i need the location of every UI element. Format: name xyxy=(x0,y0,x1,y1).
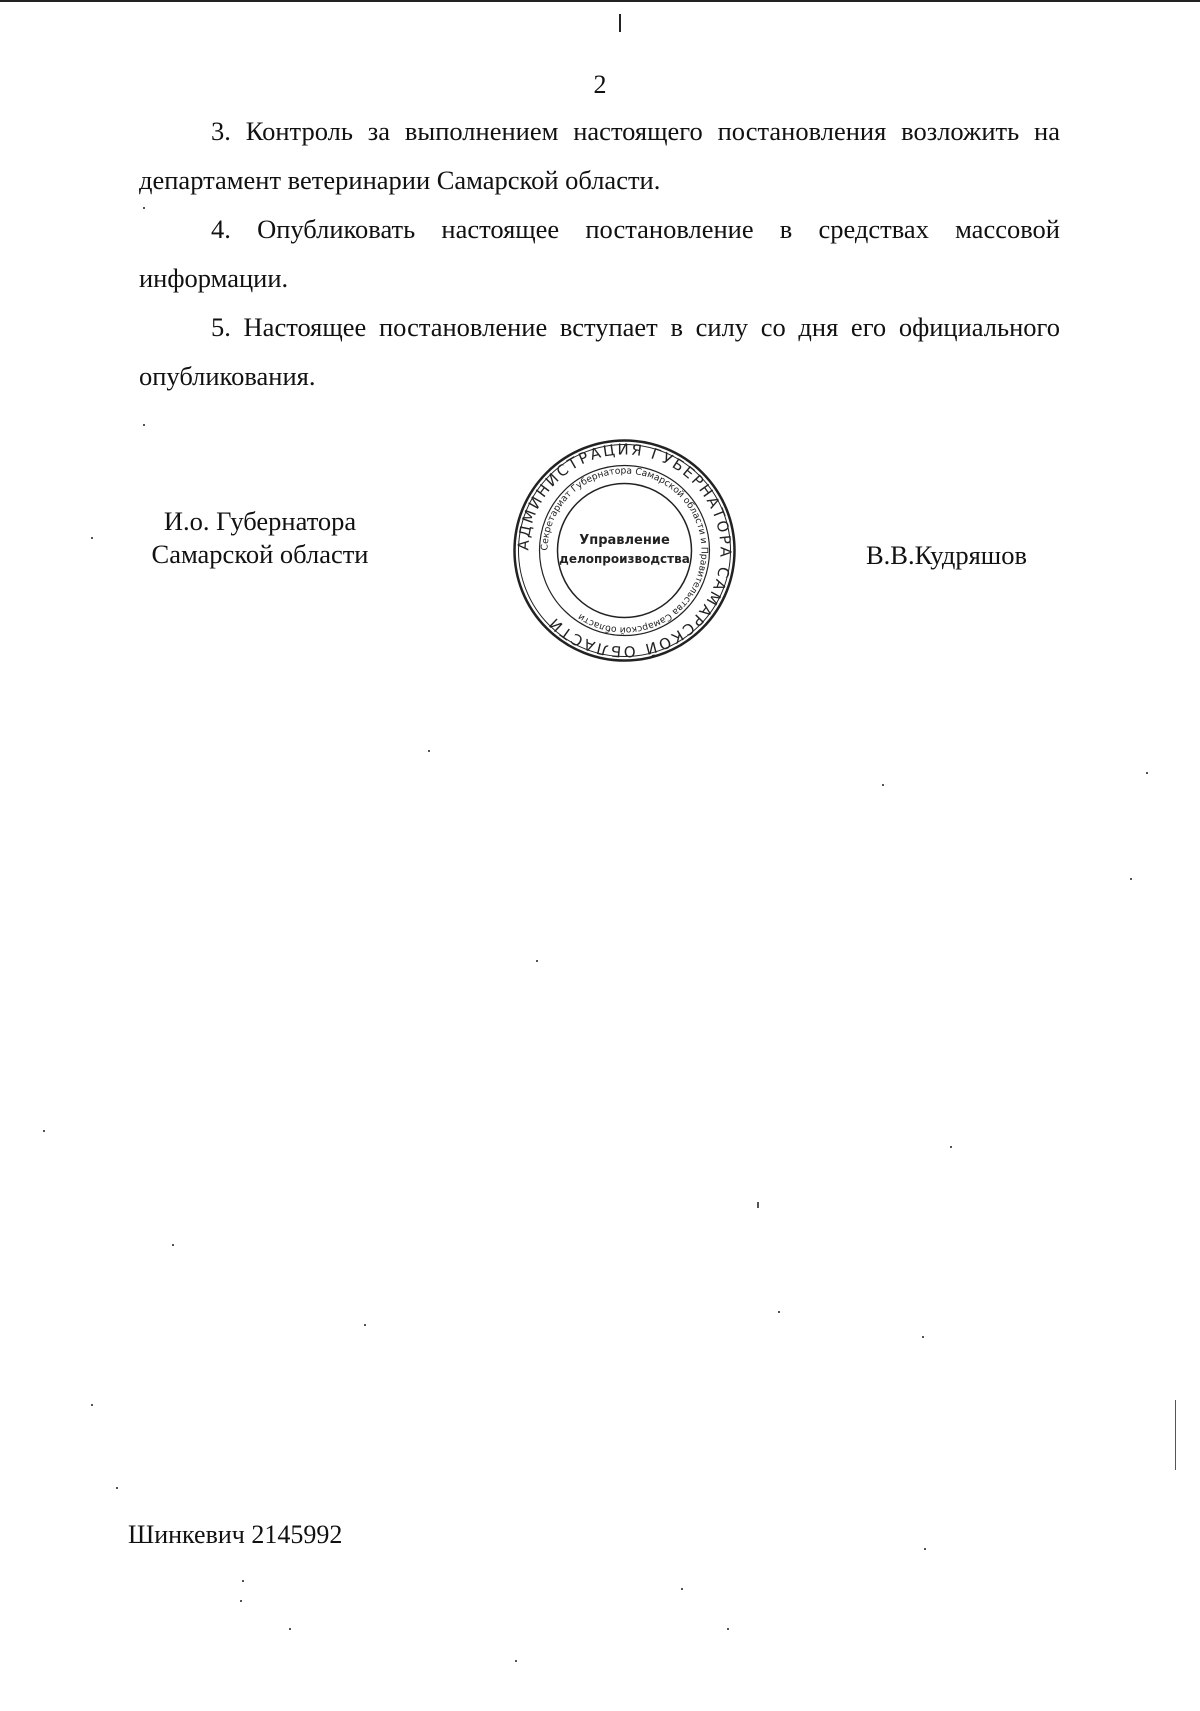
paragraph-3: 3. Контроль за выполнением настоящего постановления возложить на департамент ветеринарии Самарской области. xyxy=(139,116,1060,195)
seal-inner-text: Секретариат Губернатора Самарской области и Правительства Самарской области xyxy=(539,465,710,636)
seal-center-line2: делопроизводства xyxy=(559,552,690,566)
top-border-line xyxy=(0,0,1200,2)
paragraph-4: 4. Опубликовать настоящее постановление в средствах массовой информации. xyxy=(139,214,1060,293)
official-seal-stamp xyxy=(512,438,737,663)
signatory-position-line1: И.о. Губернатора xyxy=(163,506,357,536)
signatory-position xyxy=(130,505,390,571)
page-number: 2 xyxy=(593,70,607,99)
signatory-position-line2: Самарской области xyxy=(151,539,369,569)
seal-outer-text: АДМИНИСТРАЦИЯ ГУБЕРНАТОРА САМАРСКОЙ ОБЛАСТИ xyxy=(514,440,735,661)
executor-note: Шинкевич 2145992 xyxy=(128,1520,343,1549)
paragraph-5: 5. Настоящее постановление вступает в силу со дня его официального опубликования. xyxy=(139,312,1060,391)
signatory-name: В.В.Кудряшов xyxy=(866,540,1027,570)
seal-center-line1: Управление xyxy=(579,533,670,548)
scan-mark xyxy=(619,14,621,32)
